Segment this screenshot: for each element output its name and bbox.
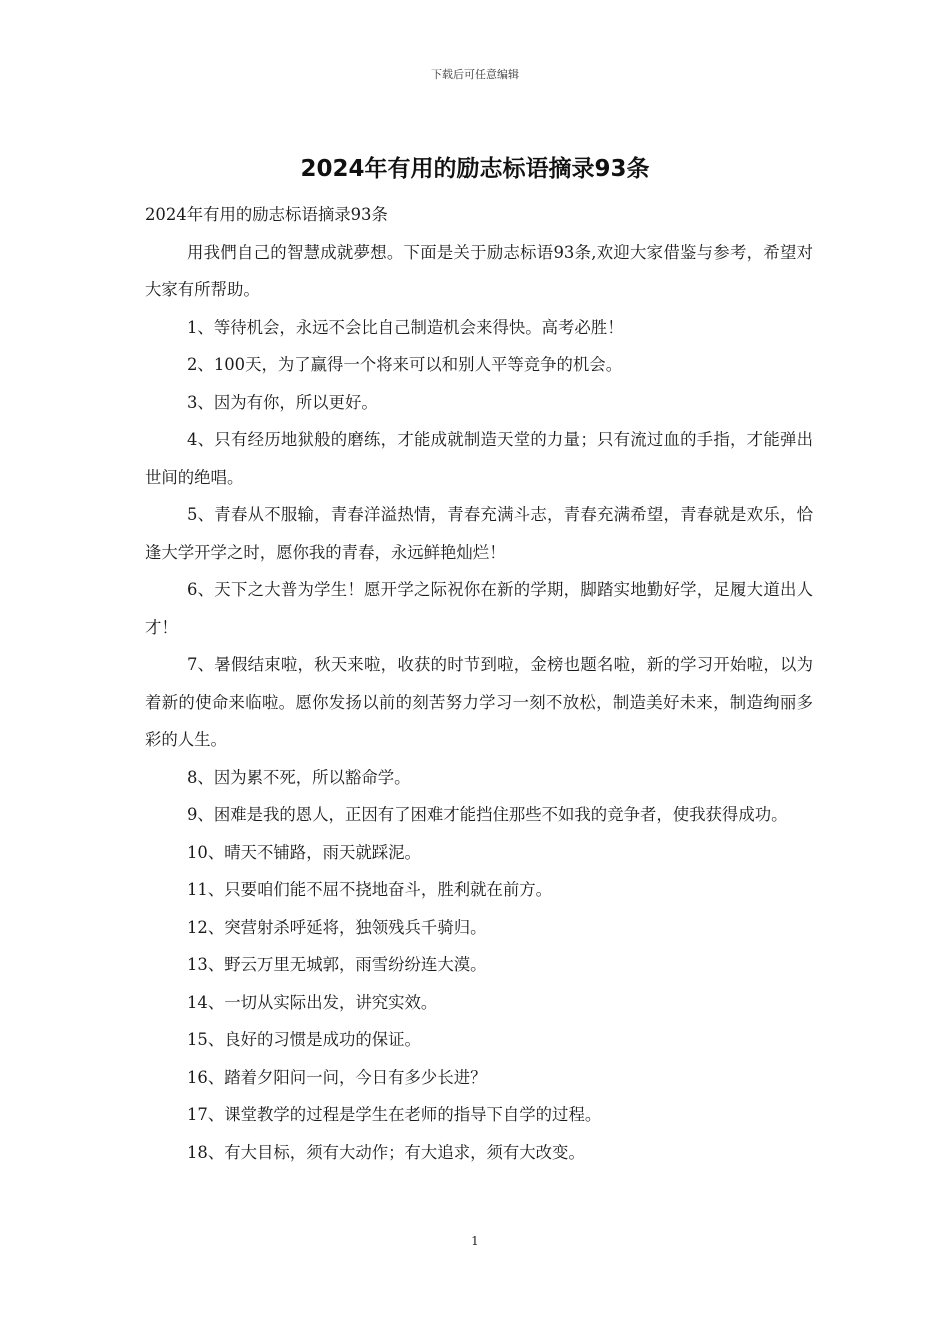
slogan-item: 4、只有经历地狱般的磨练，才能成就制造天堂的力量；只有流过血的手指，才能弹出世间的绝唱。	[145, 430, 813, 487]
slogan-item: 9、困难是我的恩人，正因有了困难才能挡住那些不如我的竞争者，使我获得成功。	[187, 805, 788, 824]
slogan-item: 8、因为累不死，所以豁命学。	[187, 767, 411, 787]
slogan-item: 2、100天，为了赢得一个将来可以和别人平等竞争的机会。	[187, 355, 623, 374]
slogan-item: 14、一切从实际出发，讲究实效。	[187, 992, 438, 1012]
slogan-item: 16、踏着夕阳问一问，今日有多少长进？	[187, 1067, 487, 1087]
slogan-item: 12、突营射杀呼延将，独领残兵千骑归。	[187, 917, 487, 937]
slogan-item: 17、课堂教学的过程是学生在老师的指导下自学的过程。	[187, 1105, 602, 1124]
document-body	[145, 196, 813, 1171]
page-header-note: 下载后可任意编辑	[431, 68, 519, 81]
intro-paragraph: 用我們自己的智慧成就夢想。下面是关于励志标语93条,欢迎大家借鉴与参考，希望对大家有所帮助。	[145, 242, 813, 299]
slogan-item: 6、天下之大普为学生！愿开学之际祝你在新的学期，脚踏实地勤好学，足履大道出人才！	[145, 580, 813, 637]
slogan-item: 7、暑假结束啦，秋天来啦，收获的时节到啦，金榜也题名啦，新的学习开始啦，以为着新的使命来临啦。愿你发扬以前的刻苦努力学习一刻不放松，制造美好未来，制造绚丽多彩的人生。	[145, 655, 813, 749]
slogan-item: 15、良好的习惯是成功的保证。	[187, 1030, 421, 1049]
slogan-item: 10、晴天不铺路，雨天就踩泥。	[187, 842, 421, 862]
slogan-item: 3、因为有你，所以更好。	[187, 392, 378, 412]
document-subtitle: 2024年有用的励志标语摘录93条	[145, 205, 388, 224]
slogan-item: 11、只要咱们能不屈不挠地奋斗，胜利就在前方。	[187, 880, 553, 899]
document-title: 2024年有用的励志标语摘录93条	[300, 156, 650, 182]
slogan-item: 5、青春从不服输，青春洋溢热情，青春充满斗志，青春充满希望，青春就是欢乐，恰逢大学开学之时，愿你我的青春，永远鲜艳灿烂！	[145, 505, 813, 562]
slogan-item: 13、野云万里无城郭，雨雪纷纷连大漠。	[187, 955, 487, 974]
slogan-item: 18、有大目标，须有大动作；有大追求，须有大改变。	[187, 1142, 585, 1162]
page-number: 1	[471, 1234, 479, 1248]
slogan-item: 1、等待机会，永远不会比自己制造机会来得快。高考必胜！	[187, 317, 624, 337]
